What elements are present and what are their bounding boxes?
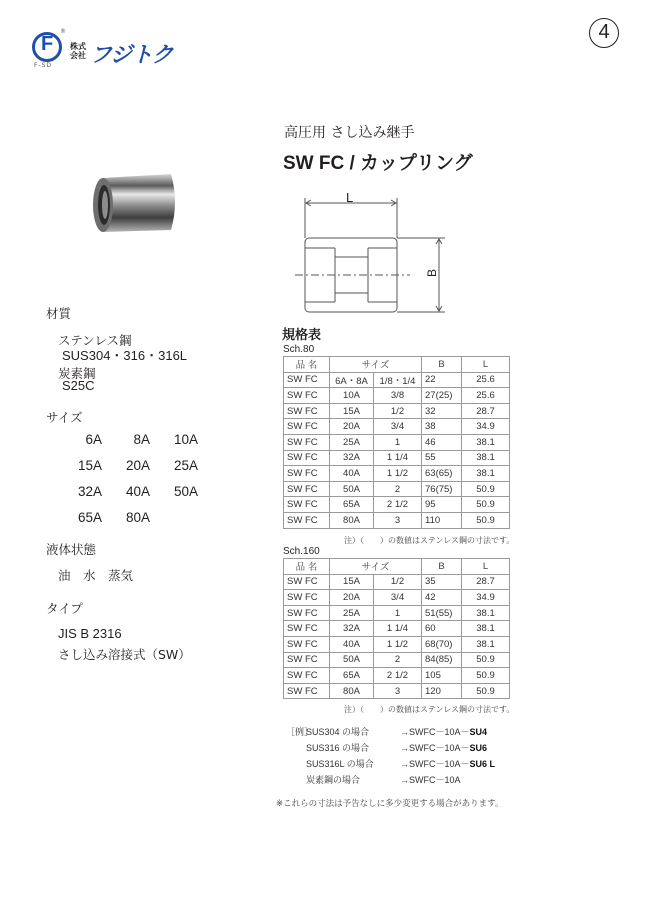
page-number-badge: 4 (589, 18, 619, 48)
material-carbon-grade: S25C (62, 378, 95, 393)
cell-size-inch: 3/4 (374, 419, 422, 435)
sch160-label: Sch.160 (283, 546, 320, 557)
cell-size-inch: 1 1/2 (374, 466, 422, 482)
cell-l: 38.1 (462, 450, 510, 466)
product-subtitle: 高圧用 さし込み継手 (284, 125, 415, 141)
example-suffix: SU4 (469, 727, 488, 737)
cell-l: 38.1 (462, 605, 510, 621)
size-list (58, 432, 202, 536)
cell-size-inch: 2 (374, 652, 422, 668)
cell-name: SW FC (284, 683, 330, 699)
size-value (154, 510, 198, 536)
cell-size-inch: 1/2 (374, 403, 422, 419)
cell-size-inch: 1 1/4 (374, 621, 422, 637)
cell-name: SW FC (284, 434, 330, 450)
table-header-row (284, 559, 510, 575)
fluid-heading: 液体状態 (46, 542, 97, 557)
dimension-label-l: L (346, 190, 354, 205)
cell-l: 25.6 (462, 388, 510, 404)
sch80-note: 注）（ ）の数値はステンレス鋼の寸法です。 (344, 536, 515, 545)
order-code-examples (286, 724, 495, 788)
size-heading: サイズ (46, 410, 83, 425)
cell-b: 84(85) (422, 652, 462, 668)
col-header-l: L (462, 357, 510, 373)
cell-name: SW FC (284, 590, 330, 606)
table-row (284, 481, 510, 497)
cell-name: SW FC (284, 605, 330, 621)
coupling-photo-icon (91, 172, 181, 234)
table-row (284, 450, 510, 466)
table-row (284, 652, 510, 668)
type-description: さし込み溶接式（SW） (58, 647, 191, 662)
size-value: 15A (77, 458, 102, 473)
cell-l: 50.9 (462, 652, 510, 668)
cell-size-a: 50A (330, 652, 374, 668)
col-header-l: L (462, 559, 510, 575)
example-condition: SUS316L の場合 (306, 759, 374, 769)
cell-size-inch: 2 1/2 (374, 497, 422, 513)
cell-b: 35 (422, 574, 462, 590)
cell-size-a: 80A (330, 512, 374, 528)
cell-l: 38.1 (462, 621, 510, 637)
table-row (284, 403, 510, 419)
table-row (284, 372, 510, 388)
cell-size-a: 32A (330, 450, 374, 466)
cell-l: 50.9 (462, 497, 510, 513)
cell-l: 25.6 (462, 372, 510, 388)
size-value: 50A (173, 484, 198, 499)
cell-size-a: 65A (330, 668, 374, 684)
cell-name: SW FC (284, 652, 330, 668)
cell-b: 55 (422, 450, 462, 466)
logo-subtext: F-SD (34, 62, 53, 69)
example-condition: SUS316 の場合 (306, 743, 370, 753)
cell-size-a: 25A (330, 605, 374, 621)
cell-name: SW FC (284, 621, 330, 637)
table-row (284, 605, 510, 621)
type-standard: JIS B 2316 (58, 626, 122, 641)
cell-size-a: 80A (330, 683, 374, 699)
cell-size-inch: 2 1/2 (374, 668, 422, 684)
company-prefix: 株式会社 (70, 42, 86, 60)
table-row (284, 574, 510, 590)
sch160-table (283, 558, 510, 699)
coupling-dimension-diagram (290, 190, 450, 315)
company-name: フジトク (90, 42, 173, 67)
size-value: 25A (173, 458, 198, 473)
table-row (284, 683, 510, 699)
size-value: 20A (125, 458, 150, 473)
cell-b: 42 (422, 590, 462, 606)
size-value: 6A (85, 432, 102, 447)
size-value: 40A (125, 484, 150, 499)
cell-l: 34.9 (462, 590, 510, 606)
cell-size-inch: 3 (374, 512, 422, 528)
cell-size-a: 50A (330, 481, 374, 497)
cell-size-inch: 1/8・1/4 (374, 372, 422, 388)
spec-table-heading: 規格表 (282, 328, 322, 343)
cell-name: SW FC (284, 450, 330, 466)
cell-size-a: 40A (330, 466, 374, 482)
material-stainless-label: ステンレス鋼 (58, 333, 132, 348)
cell-size-a: 15A (330, 403, 374, 419)
cell-b: 46 (422, 434, 462, 450)
example-row (286, 724, 495, 740)
table-row (284, 636, 510, 652)
cell-size-inch: 1/2 (374, 574, 422, 590)
col-header-size: サイズ (330, 559, 422, 575)
cell-b: 60 (422, 621, 462, 637)
col-header-name: 品 名 (284, 559, 330, 575)
example-condition: 炭素鋼の場合 (306, 775, 361, 785)
cell-name: SW FC (284, 574, 330, 590)
cell-b: 38 (422, 419, 462, 435)
fsd-logo-icon (32, 32, 62, 62)
dimension-label-b: B (425, 268, 440, 278)
example-suffix: SU6 L (469, 759, 496, 769)
cell-size-a: 10A (330, 388, 374, 404)
cell-b: 32 (422, 403, 462, 419)
cell-b: 22 (422, 372, 462, 388)
cell-size-inch: 3/4 (374, 590, 422, 606)
sch80-table (283, 356, 510, 529)
table-row (284, 466, 510, 482)
cell-b: 120 (422, 683, 462, 699)
cell-size-a: 25A (330, 434, 374, 450)
example-code: →SWFC－10A－ (400, 727, 470, 737)
size-value: 65A (77, 510, 102, 525)
example-tag: ［例］ (286, 727, 314, 737)
company-logo (32, 28, 192, 70)
cell-name: SW FC (284, 466, 330, 482)
cell-l: 50.9 (462, 512, 510, 528)
col-header-size: サイズ (330, 357, 422, 373)
sch160-note: 注）（ ）の数値はステンレス鋼の寸法です。 (344, 705, 515, 714)
example-code: →SWFC－10A－ (400, 759, 470, 769)
cell-l: 38.1 (462, 636, 510, 652)
cell-l: 50.9 (462, 668, 510, 684)
table-row (284, 512, 510, 528)
cell-b: 63(65) (422, 466, 462, 482)
cell-name: SW FC (284, 636, 330, 652)
cell-b: 76(75) (422, 481, 462, 497)
cell-size-inch: 1 (374, 434, 422, 450)
table-row (284, 388, 510, 404)
cell-size-a: 40A (330, 636, 374, 652)
cell-b: 68(70) (422, 636, 462, 652)
cell-name: SW FC (284, 481, 330, 497)
col-header-name: 品 名 (284, 357, 330, 373)
material-carbon-label: 炭素鋼 (58, 366, 96, 381)
disclaimer-note: ※これらの寸法は予告なしに多少変更する場合があります。 (276, 799, 504, 809)
cell-size-inch: 3/8 (374, 388, 422, 404)
col-header-b: B (422, 559, 462, 575)
cell-l: 38.1 (462, 434, 510, 450)
cell-name: SW FC (284, 512, 330, 528)
cell-size-a: 20A (330, 419, 374, 435)
cell-l: 34.9 (462, 419, 510, 435)
cell-l: 28.7 (462, 403, 510, 419)
table-row (284, 590, 510, 606)
cell-l: 38.1 (462, 466, 510, 482)
size-value: 10A (173, 432, 198, 447)
registered-mark: ® (60, 28, 66, 35)
cell-size-a: 15A (330, 574, 374, 590)
cell-size-inch: 3 (374, 683, 422, 699)
col-header-b: B (422, 357, 462, 373)
cell-name: SW FC (284, 497, 330, 513)
cell-size-inch: 1 1/4 (374, 450, 422, 466)
cell-size-a: 32A (330, 621, 374, 637)
size-value: 8A (133, 432, 150, 447)
cell-size-inch: 1 (374, 605, 422, 621)
cell-b: 105 (422, 668, 462, 684)
example-code: →SWFC－10A－ (400, 743, 470, 753)
example-row (286, 756, 495, 772)
example-suffix: SU6 (469, 743, 488, 753)
cell-name: SW FC (284, 419, 330, 435)
cell-l: 50.9 (462, 481, 510, 497)
size-value: 32A (77, 484, 102, 499)
cell-size-inch: 1 1/2 (374, 636, 422, 652)
cell-b: 51(55) (422, 605, 462, 621)
cell-name: SW FC (284, 372, 330, 388)
cell-l: 28.7 (462, 574, 510, 590)
material-stainless-grades: SUS304・316・316L (62, 348, 188, 363)
sch80-label: Sch.80 (283, 344, 315, 355)
cell-size-a: 20A (330, 590, 374, 606)
table-row (284, 621, 510, 637)
table-row (284, 497, 510, 513)
fluid-values: 油 水 蒸気 (58, 568, 134, 583)
product-title: SW FC / カップリング (283, 153, 473, 174)
example-row (286, 772, 495, 788)
example-row (286, 740, 495, 756)
cell-size-a: 6A・8A (330, 372, 374, 388)
size-value: 80A (125, 510, 150, 525)
table-row (284, 419, 510, 435)
cell-b: 95 (422, 497, 462, 513)
example-code: →SWFC－10A (400, 775, 461, 785)
cell-name: SW FC (284, 388, 330, 404)
type-heading: タイプ (46, 601, 83, 616)
material-heading: 材質 (46, 306, 72, 321)
table-header-row (284, 357, 510, 373)
cell-name: SW FC (284, 403, 330, 419)
cell-b: 110 (422, 512, 462, 528)
cell-size-a: 65A (330, 497, 374, 513)
cell-l: 50.9 (462, 683, 510, 699)
cell-b: 27(25) (422, 388, 462, 404)
table-row (284, 434, 510, 450)
cell-size-inch: 2 (374, 481, 422, 497)
table-row (284, 668, 510, 684)
cell-name: SW FC (284, 668, 330, 684)
example-condition: SUS304 の場合 (306, 727, 370, 737)
